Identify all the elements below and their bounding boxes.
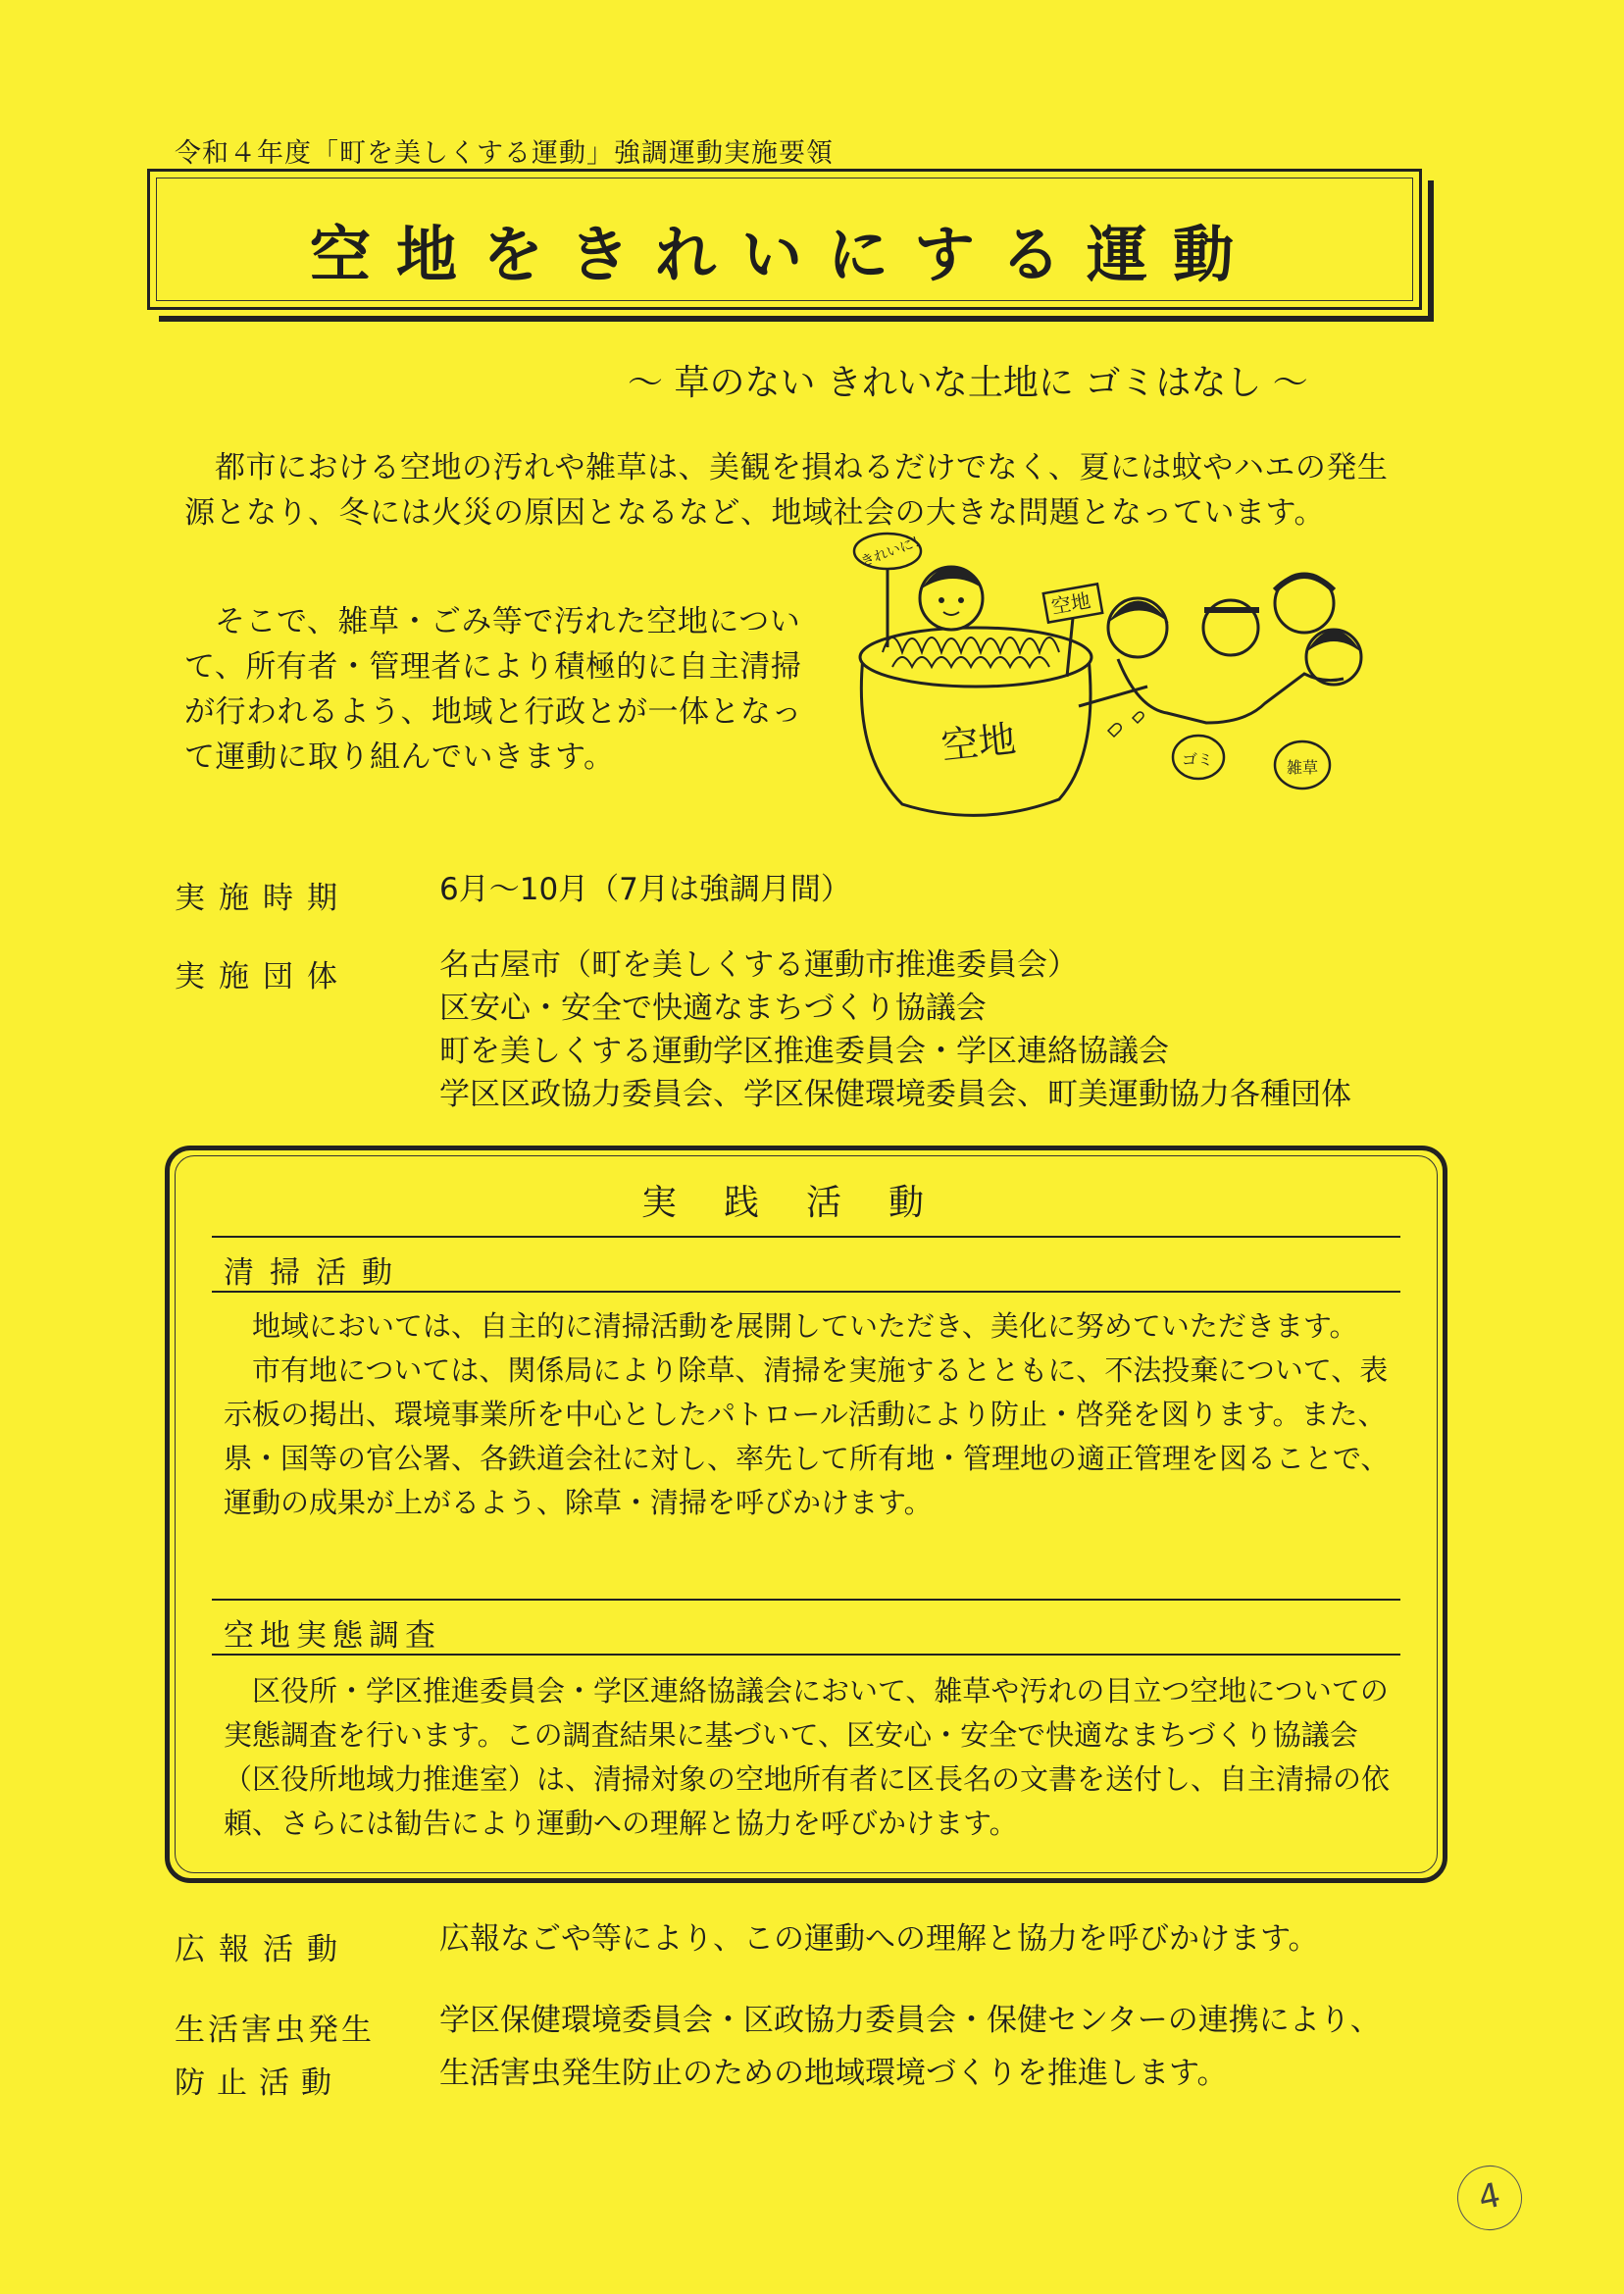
divider	[212, 1236, 1400, 1238]
organization-label: 実施団体	[175, 959, 351, 994]
cleaning-heading: 清掃活動	[224, 1255, 408, 1291]
cleaning-section	[224, 1304, 1393, 1525]
pest-label-1: 生活害虫発生	[175, 2013, 375, 2048]
organization-item: 名古屋市（町を美しくする運動市推進委員会）	[439, 947, 1078, 983]
small-bag-1-text: ゴミ	[1182, 750, 1214, 769]
cleaning-paragraph-1: 地域においては、自主的に清掃活動を展開していただき、美化に努めていただきます。	[252, 1309, 1358, 1343]
page-number: 4	[1451, 2160, 1528, 2236]
divider	[212, 1599, 1400, 1601]
intro-paragraph-1: 都市における空地の汚れや雑草は、美観を損ねるだけでなく、夏には蚊やハエの発生源となり、冬には火災の原因となるなど、地域社会の大きな問題となっています。	[184, 450, 1389, 531]
pr-value: 広報なごや等により、この運動への理解と協力を呼びかけます。	[439, 1921, 1319, 1957]
document-supertitle: 令和４年度「町を美しくする運動」強調運動実施要領	[175, 138, 834, 169]
divider	[212, 1291, 1400, 1293]
period-label: 実施時期	[175, 881, 351, 916]
small-bag-2-text: 雑草	[1287, 758, 1319, 777]
bag-label: 空地	[939, 717, 1018, 768]
cleaning-paragraph-2: 市有地については、関係局により除草、清掃を実施するとともに、不法投棄について、表示板の掲出、環境事業所を中心としたパトロール活動により防止・啓発を図ります。また、県・国等の官公署、各鉄道会社に対し、率先して所有地・管理地の適正管理を図ることで、運動の成果が上がるよう、除草・清掃を呼びかけます。	[224, 1353, 1390, 1519]
period-value: 6月～10月（7月は強調月間）	[439, 872, 851, 907]
survey-paragraph: 区役所・学区推進委員会・学区連絡協議会において、雑草や汚れの目立つ空地についての実態調査を行います。この調査結果に基づいて、区安心・安全で快適なまちづくり協議会（区役所地域力推進室）は、清掃対象の空地所有者に区長名の文書を送付し、自主清掃の依頼、さらには勧告により運動への理解と協力を呼びかけます。	[224, 1674, 1391, 1840]
organization-item: 区安心・安全で快適なまちづくり協議会	[439, 991, 987, 1026]
document-title: 空地をきれいにする運動	[309, 219, 1259, 290]
divider	[212, 1654, 1400, 1656]
practice-title: 実践活動	[640, 1183, 971, 1223]
organization-item: 学区区政協力委員会、学区保健環境委員会、町美運動協力各種団体	[439, 1077, 1351, 1112]
sign-left-text: きれいに！	[858, 532, 929, 571]
intro-paragraph-2: そこで、雑草・ごみ等で汚れた空地について、所有者・管理者により積極的に自主清掃が行われるよう、地域と行政とが一体となって運動に取り組んでいきます。	[184, 604, 802, 775]
cleanup-illustration	[843, 530, 1393, 824]
pest-value-2: 生活害虫発生防止のための地域環境づくりを推進します。	[439, 2056, 1228, 2091]
pest-label-2: 防止活動	[175, 2065, 343, 2101]
pest-value-1: 学区保健環境委員会・区政協力委員会・保健センターの連携により、	[439, 2003, 1381, 2038]
slogan: ～ 草のない きれいな土地に ゴミはなし ～	[628, 363, 1308, 403]
organization-item: 町を美しくする運動学区推進委員会・学区連絡協議会	[439, 1034, 1169, 1069]
organization-list	[439, 943, 1351, 1116]
pr-label: 広報活動	[175, 1932, 351, 1967]
survey-section	[224, 1669, 1393, 1846]
sign-right-text: 空地	[1049, 588, 1092, 619]
survey-heading: 空地実態調査	[224, 1618, 441, 1654]
